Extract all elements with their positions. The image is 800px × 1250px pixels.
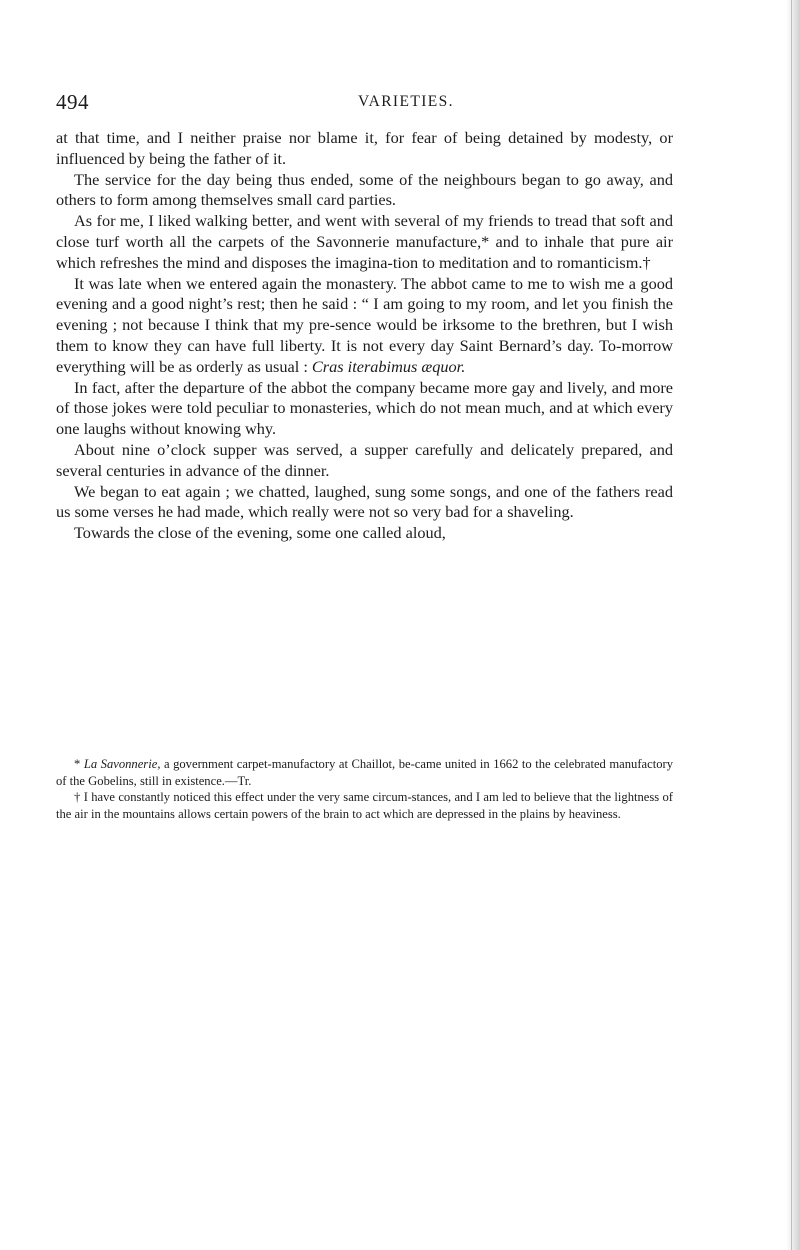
paragraph-2: The service for the day being thus ended, some of the neighbours began to go away, and others to form among themselves small card parties. — [56, 169, 673, 210]
page-edge-line — [791, 0, 792, 1250]
footnote-1-mark: * — [74, 757, 84, 771]
paragraph-3-text-b: and to inhale that pure air which refreshes the mind and disposes the imagina-tion to meditation and to romanticism. — [56, 231, 674, 272]
running-head: VARIETIES. — [358, 93, 454, 110]
paragraph-8: Towards the close of the evening, some one called aloud, — [74, 523, 446, 543]
page-header — [56, 90, 670, 124]
paragraph-4-text: It was late when we entered again the monastery. The abbot came to me to wish me a good evening and a good night’s rest; then he said : “ I am going to my room, and let you finish the evening ; not because I think that my pre-sence would be irksome to the brethren, but I wish them to know they can have full liberty. It is not every day Saint Bernard’s day. To-morrow everything will be as orderly as usual : — [56, 273, 673, 376]
footnote-2-text: I have constantly noticed this effect under the very same circum-stances, and I am led to believe that the lightness of the air in the mountains allows certain powers of the brain to act which are depressed in the plains by heaviness. — [56, 790, 673, 821]
paragraph-4 — [56, 274, 673, 378]
paragraph-3-text-a: As for me, I liked walking better, and went with several of my friends to tread that soft and close turf worth all the carpets of the Savonnerie manufacture, — [56, 211, 673, 251]
footnotes — [56, 756, 673, 822]
paragraph-1: at that time, and I neither praise nor blame it, for fear of being detained by modesty, or influenced by being the father of it. — [56, 128, 673, 168]
latin-quote: Cras iterabimus æquor. — [311, 356, 466, 376]
footnote-2 — [56, 789, 673, 822]
paragraph-6: About nine o’clock supper was served, a supper carefully and delicately prepared, and several centuries in advance of the dinner. — [56, 439, 673, 480]
footnote-1-title: La Savonnerie — [83, 757, 158, 771]
footnote-1 — [56, 756, 673, 789]
paragraph-3 — [56, 211, 673, 273]
body-text — [56, 128, 673, 544]
footnote-2-mark: † — [74, 790, 84, 805]
footnote-ref-2: † — [642, 252, 651, 272]
footnote-1-text: , a government carpet-manufactory at Chaillot, be-came united in 1662 to the celebrated manufactory of the Gobelins, still in existence.—Tr. — [56, 757, 674, 788]
paragraph-5: In fact, after the departure of the abbot the company became more gay and lively, and more of those jokes were told peculiar to monasteries, which do not mean much, and at which every one laughs without knowing why. — [56, 377, 673, 439]
page-edge — [786, 0, 800, 1250]
footnote-ref-1: * — [481, 231, 490, 251]
page-number: 494 — [56, 90, 89, 114]
paragraph-7: We began to eat again ; we chatted, laughed, sung some songs, and one of the fathers read us some verses he had made, which really were not so very bad for a shaveling. — [56, 481, 673, 522]
